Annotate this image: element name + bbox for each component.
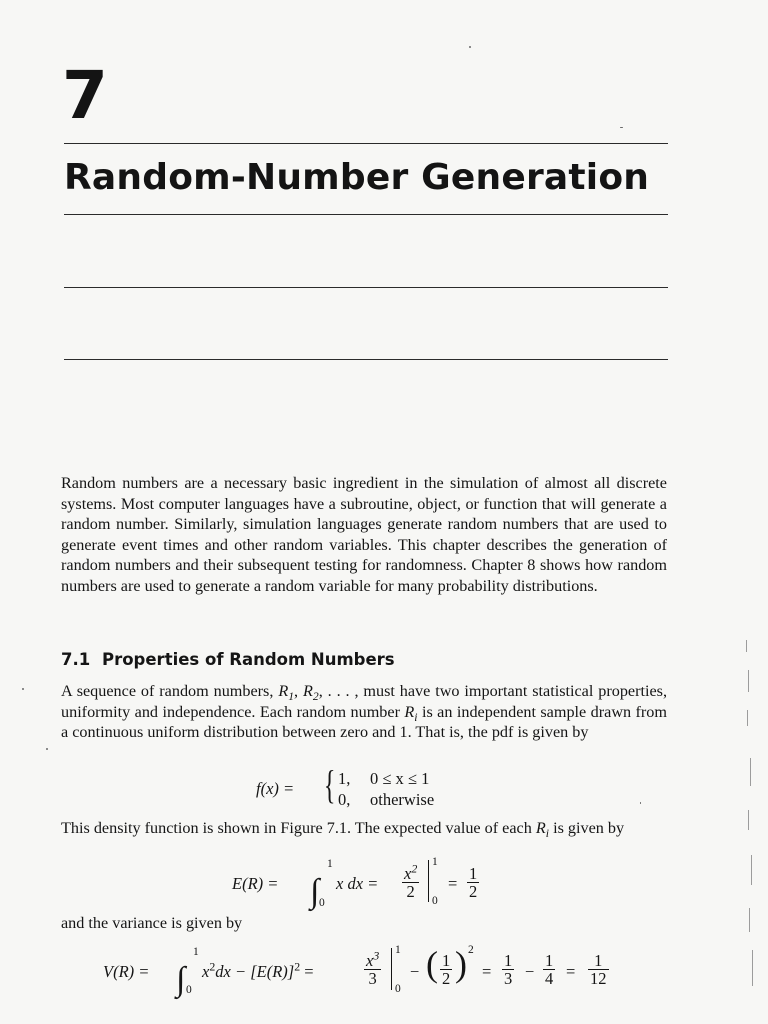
evaluation-bar [428, 860, 429, 902]
expectation-lhs: E(R) = [232, 874, 279, 893]
para1-text-c: is an independent sample drawn from a continuous uniform distribution between zero and 1. That is, the pdf is given by [61, 702, 667, 741]
para2-text-a: This density function is shown in Figure 7.1. The expected value of each [61, 819, 536, 837]
symbol-r1: $R_1$ [278, 682, 295, 704]
variance-minus-2: − [525, 962, 535, 981]
rule-middle [64, 287, 668, 288]
pdf-case2-condition: otherwise [370, 790, 435, 809]
evaluation-upper: 1 [432, 856, 438, 868]
variance-integral-lower: 0 [186, 984, 192, 996]
chapter-number: 7 [62, 57, 108, 134]
expectation-equals: = [448, 874, 458, 893]
pdf-lhs: f(x) = [256, 779, 295, 798]
section-title: Properties of Random Numbers [101, 650, 395, 669]
variance-evaluation-bar [391, 948, 392, 990]
section-heading [61, 649, 395, 671]
left-paren: ( [426, 944, 438, 984]
expectation-fraction: $\frac{x^2}{2}$ [404, 861, 418, 901]
variance-integral-upper: 1 [193, 946, 199, 958]
integral-sign: ∫ [310, 873, 320, 910]
symbol-ri: $R_i$ [404, 702, 418, 724]
variance-one-third: $\frac{1}{3}$ [504, 951, 513, 988]
pdf-brace: { [323, 762, 336, 807]
intro-paragraph: Random numbers are a necessary basic ingredient in the simulation of almost all discrete systems. Most computer languages have a subroutine, object, or function that will generate a random number. Similarly, simulation languages generate random numbers that are used to generate event times and other random variables. This chapter describes the generation of random numbers and their subsequent testing for randomness. Chapter 8 shows how random numbers are used to generate a random variable for many probability distributions. [61, 474, 667, 595]
variance-equals-2: = [482, 962, 492, 981]
variance-integrand: $x^2dx - [E(R)]^2$ = [202, 959, 314, 981]
expectation-integrand: x dx = [336, 874, 379, 893]
variance-lhs: V(R) = [103, 962, 150, 981]
square-exponent: 2 [468, 944, 474, 956]
variance-fraction-x3: $\frac{x^3}{3}$ [366, 948, 380, 988]
fraction-numerator: x [404, 864, 412, 883]
scan-speck [620, 127, 623, 128]
symbol-ri-2: $R_i$ [535, 819, 550, 841]
result-denominator: 2 [469, 882, 478, 901]
scan-edge-marks [742, 640, 758, 1000]
result-numerator: 1 [469, 864, 478, 883]
variance-integral-sign: ∫ [176, 961, 186, 998]
pdf-case1-condition: 0 ≤ x ≤ 1 [370, 769, 430, 788]
variance-intro: and the variance is given by [61, 914, 243, 932]
variance-minus: − [410, 962, 420, 981]
para1-text-a: A sequence of random numbers, [61, 682, 279, 700]
symbol-r2: $R_2$ [302, 682, 319, 704]
fraction-denominator: 2 [406, 882, 415, 901]
para1-text-b: , . . . , must have two important statistical properties, uniformity and independence. Each random number [61, 682, 668, 721]
variance-one-quarter: $\frac{1}{4}$ [545, 951, 554, 988]
variance-eval-lower: 0 [395, 983, 401, 995]
variance-one-twelfth: $\frac{1}{12}$ [590, 951, 607, 988]
pdf-case2-value: 0, [338, 790, 351, 809]
chapter-title: Random-Number Generation [64, 157, 650, 198]
scan-speck [22, 688, 24, 690]
scan-speck [46, 748, 48, 750]
scan-speck [640, 802, 641, 804]
variance-eval-upper: 1 [395, 944, 401, 956]
density-paragraph [61, 818, 667, 839]
evaluation-lower: 0 [432, 895, 438, 907]
integral-lower-limit: 0 [319, 897, 325, 909]
integral-upper-limit: 1 [327, 858, 333, 870]
pdf-case1-value: 1, [338, 769, 351, 788]
rule-under-title [64, 214, 668, 215]
expectation-result [467, 865, 479, 900]
rule-bottom [64, 359, 668, 360]
variance-equals-3: = [566, 962, 576, 981]
para2-text-b: is given by [549, 819, 625, 837]
properties-paragraph: A sequence of random numbers, $R_1$, $R_2$, . . . , must have two important statistical properties, uniformity and independence. Each random number $R_i$ is an independent sample drawn from a continuous uniform distribution between zero and 1. That is, the pdf is given by [61, 682, 668, 741]
right-paren: ) [455, 944, 467, 984]
variance-half: $\frac{1}{2}$ [442, 951, 451, 988]
rule-top [64, 143, 668, 144]
section-number: 7.1 [61, 650, 91, 669]
scan-speck [469, 46, 471, 48]
